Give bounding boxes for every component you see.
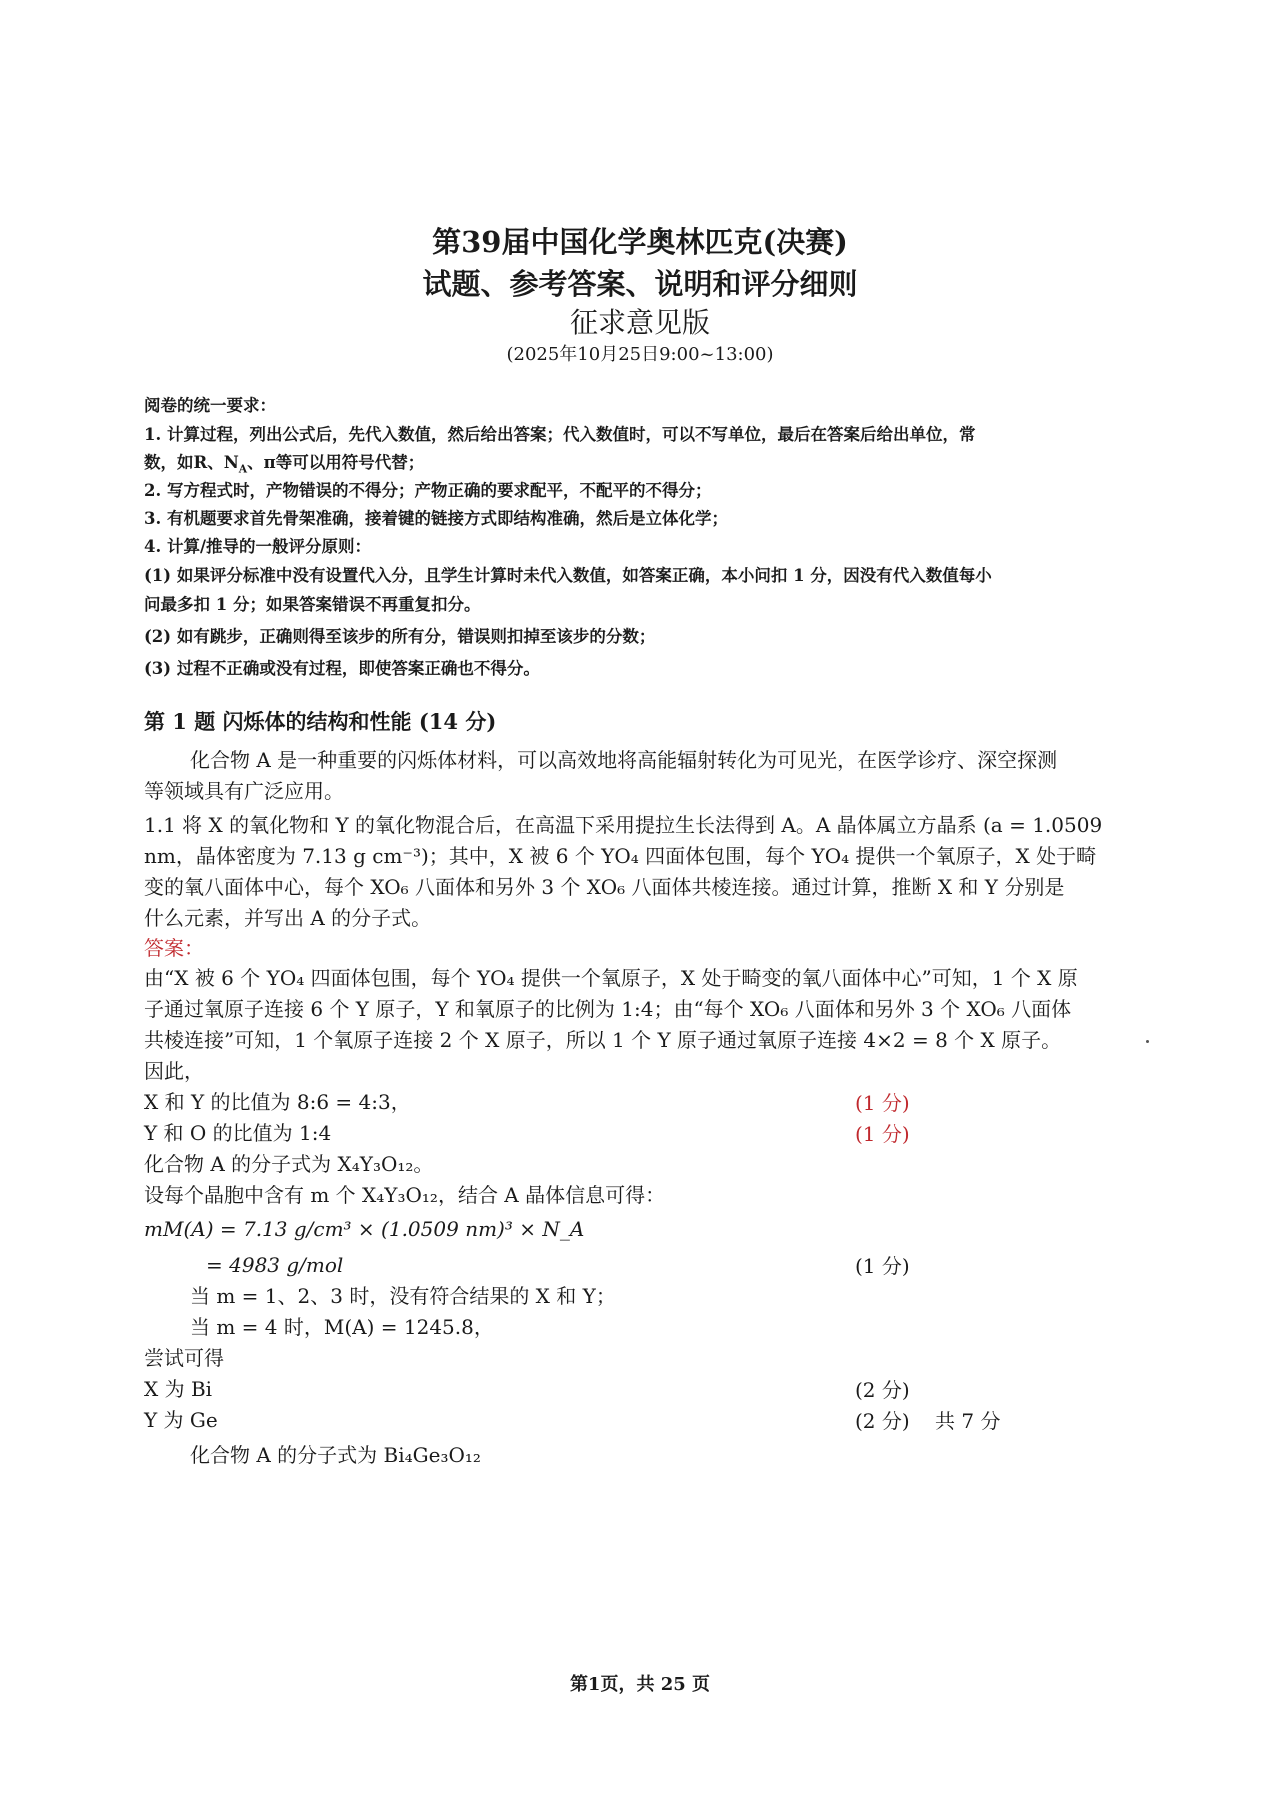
document-subtitle: 试题、参考答案、说明和评分细则 [422, 267, 858, 301]
question-1-1-line-2: nm，晶体密度为 7.13 g cm⁻³)；其中，X 被 6 个 YO₄ 四面体包围，每个 YO₄ 提供一个氧原子，X 处于畸 [144, 844, 1097, 868]
score-ratio-y-o: (1 分) [855, 1122, 910, 1146]
formula-line: 化合物 A 的分子式为 X₄Y₃O₁₂。 [144, 1152, 434, 1176]
answer-line-2: 子通过氧原子连接 6 个 Y 原子，Y 和氧原子的比例为 1:4；由“每个 XO₆ 八面体和另外 3 个 XO₆ 八面体 [144, 997, 1072, 1021]
rule-3: 3. 有机题要求首先骨架准确，接着键的链接方式即结构准确，然后是立体化学； [144, 509, 728, 528]
score-x-element: (2 分) [855, 1378, 910, 1402]
rule-7: (3) 过程不正确或没有过程，即使答案正确也不得分。 [144, 659, 540, 678]
rules-heading: 阅卷的统一要求： [144, 396, 276, 415]
question-1-1-line-1: 1.1 将 X 的氧化物和 Y 的氧化物混合后，在高温下采用提拉生长法得到 A。A 晶体属立方晶系 (a = 1.0509 [144, 813, 1103, 837]
document-version: 征求意见版 [569, 306, 710, 339]
rule-2: 2. 写方程式时，产物错误的不得分；产物正确的要求配平，不配平的不得分； [144, 481, 712, 500]
m-4-line: 当 m = 4 时，M(A) = 1245.8， [190, 1315, 494, 1339]
equation-line-2: = 4983 g/mol [206, 1253, 344, 1277]
score-equation: (1 分) [855, 1254, 910, 1278]
question-intro-line-2: 等领域具有广泛应用。 [144, 779, 344, 803]
answer-label: 答案： [144, 936, 204, 960]
final-formula-line: 化合物 A 的分子式为 Bi₄Ge₃O₁₂ [190, 1443, 481, 1467]
rule-6: (2) 如有跳步，正确则得至该步的所有分，错误则扣掉至该步的分数； [144, 627, 656, 646]
answer-line-1: 由“X 被 6 个 YO₄ 四面体包围，每个 YO₄ 提供一个氧原子，X 处于畸变的氧八面体中心”可知，1 个 X 原 [144, 966, 1078, 990]
question-1-1-line-3: 变的氧八面体中心，每个 XO₆ 八面体和另外 3 个 XO₆ 八面体共棱连接。通过计算，推断 X 和 Y 分别是 [144, 875, 1065, 899]
document-title: 第39届中国化学奥林匹克(决赛) [432, 225, 848, 259]
answer-line-3: 共棱连接”可知，1 个氧原子连接 2 个 X 原子，所以 1 个 Y 原子通过氧原子连接 4×2 = 8 个 X 原子。 [144, 1028, 1062, 1052]
question-intro-line-1: 化合物 A 是一种重要的闪烁体材料，可以高效地将高能辐射转化为可见光，在医学诊疗、深空探测 [190, 748, 1058, 772]
m-1-2-3-line: 当 m = 1、2、3 时，没有符合结果的 X 和 Y； [190, 1284, 616, 1308]
ratio-x-y: X 和 Y 的比值为 8:6 = 4:3， [144, 1090, 411, 1114]
question-1-1-line-4: 什么元素，并写出 A 的分子式。 [144, 906, 432, 930]
rule-1-line-1: 1. 计算过程，列出公式后，先代入数值，然后给出答案；代入数值时，可以不写单位，最后在答案后给出单位，常 [144, 425, 976, 444]
try-line: 尝试可得 [144, 1346, 224, 1370]
ratio-y-o: Y 和 O 的比值为 1:4 [144, 1121, 332, 1145]
scan-speck [1146, 1040, 1149, 1043]
question-heading: 第 1 题 闪烁体的结构和性能 (14 分) [144, 709, 497, 734]
score-y-element: (2 分) [855, 1409, 910, 1433]
x-element-line: X 为 Bi [144, 1377, 213, 1401]
equation-line-1: mM(A) = 7.13 g/cm³ × (1.0509 nm)³ × N_A [144, 1217, 585, 1241]
rule-4: 4. 计算/推导的一般评分原则： [144, 537, 371, 556]
score-ratio-x-y: (1 分) [855, 1091, 910, 1115]
rule-5-line-2: 问最多扣 1 分；如果答案错误不再重复扣分。 [144, 595, 481, 614]
page-number: 第1页，共 25 页 [569, 1674, 711, 1695]
score-total: 共 7 分 [935, 1409, 1001, 1433]
rule-5-line-1: (1) 如果评分标准中没有设置代入分，且学生计算时未代入数值，如答案正确，本小问扣 1 分，因没有代入数值每小 [144, 566, 992, 585]
rule-1-line-2: 数，如R、$N_A$、π等可以用符号代替； [144, 453, 425, 476]
answer-line-4: 因此， [144, 1059, 204, 1083]
y-element-line: Y 为 Ge [144, 1408, 218, 1432]
unit-cell-line: 设每个晶胞中含有 m 个 X₄Y₃O₁₂，结合 A 晶体信息可得： [144, 1183, 666, 1207]
exam-date: (2025年10月25日9:00~13:00) [506, 344, 774, 365]
